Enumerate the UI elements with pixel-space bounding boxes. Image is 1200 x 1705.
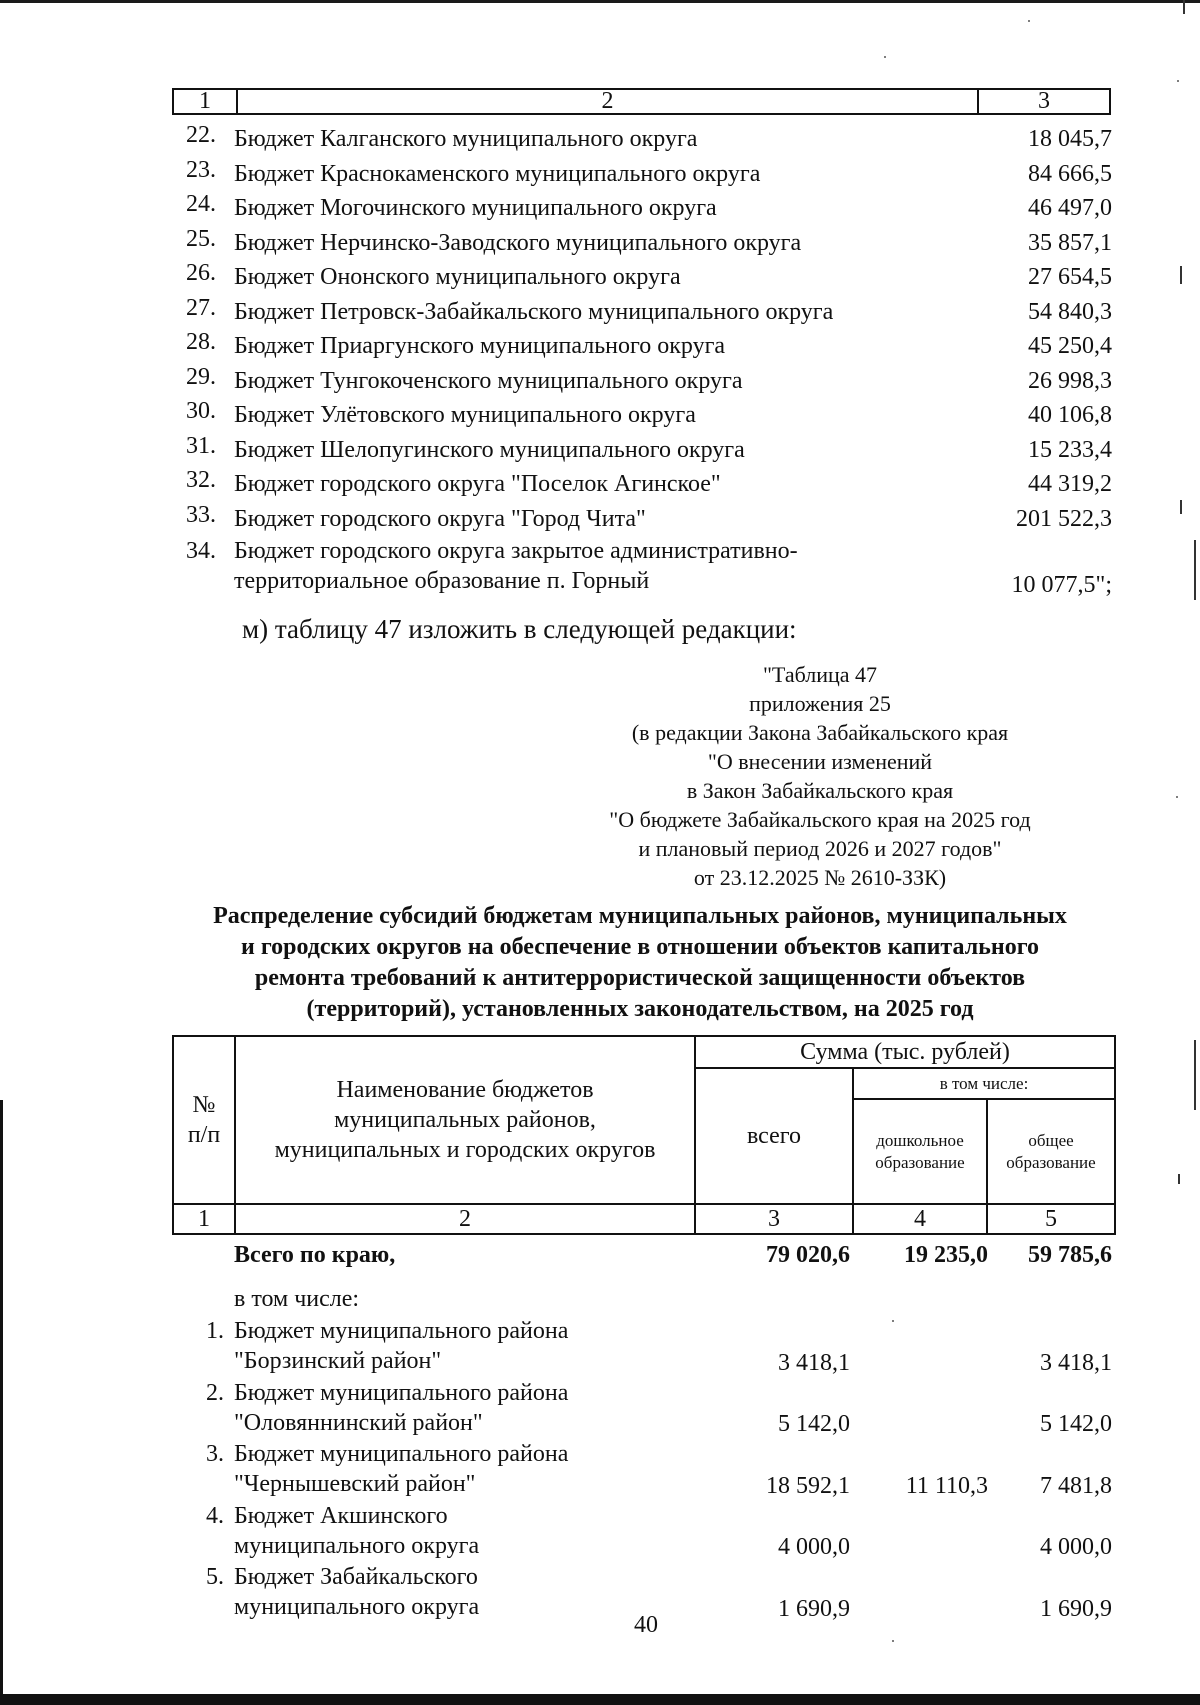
title-line: ремонта требований к антитеррористической защищенности объектов <box>254 965 1026 991</box>
amount-general: 4 000,0 <box>1040 1534 1112 1560</box>
header-including: в том числе: <box>939 1073 1029 1093</box>
row-number: 22. <box>186 122 216 148</box>
document-title <box>160 901 1120 1025</box>
caption-line: (в редакции Закона Забайкальского края <box>631 720 1009 745</box>
budget-name: Бюджет городского округа "Город Чита" <box>234 505 646 532</box>
budget-name <box>234 1378 701 1440</box>
amount: 84 666,5 <box>1028 160 1112 187</box>
amount: 27 654,5 <box>1028 264 1112 290</box>
budget-name-line2: муниципального округа <box>234 1594 480 1620</box>
budget-name: Бюджет Тунгокоченского муниципального округа <box>234 367 743 394</box>
title-line: и городских округов на обеспечение в отношении объектов капитального <box>241 934 1039 960</box>
row-number: 1. <box>206 1318 224 1344</box>
row-number: 23. <box>186 156 216 183</box>
row-number: 3. <box>206 1441 224 1467</box>
amount-general: 7 481,8 <box>1040 1472 1112 1499</box>
amount-total: 4 000,0 <box>778 1534 850 1560</box>
header-general-line2: образование <box>1006 1152 1096 1172</box>
amount-preschool: 11 110,3 <box>905 1472 988 1499</box>
amount: 201 522,3 <box>1016 505 1112 532</box>
header-name-line3: муниципальных и городских округов <box>274 1137 656 1163</box>
header-name-line1: Наименование бюджетов <box>336 1077 594 1103</box>
row-number: 30. <box>186 398 216 424</box>
row-number: 31. <box>186 432 216 459</box>
including-label: в том числе: <box>234 1286 360 1312</box>
header-general <box>988 1100 1114 1203</box>
scan-speck <box>1177 80 1179 82</box>
header-total: всего <box>746 1122 802 1149</box>
budget-name: Бюджет Калганского муниципального округа <box>234 126 698 152</box>
table-row <box>172 398 1142 433</box>
header-preschool-line2: образование <box>875 1152 965 1172</box>
budget-name: Бюджет Петровск-Забайкальского муниципального округа <box>234 298 834 325</box>
title-line: Распределение субсидий бюджетам муниципальных районов, муниципальных <box>213 903 1067 929</box>
scan-mark <box>1180 266 1182 284</box>
table-row <box>172 433 1142 468</box>
total-row <box>172 1240 1116 1284</box>
budget-name-line2: муниципального округа <box>234 1532 480 1559</box>
caption-line: "О бюджете Забайкальского края на 2025 год <box>609 807 1031 832</box>
total-label: Всего по краю, <box>234 1242 396 1268</box>
table-row <box>172 467 1142 502</box>
row-number: 2. <box>206 1379 224 1406</box>
budget-name-line1: Бюджет муниципального района <box>234 1379 569 1406</box>
budget-name-line1: Бюджет Забайкальского <box>234 1564 478 1590</box>
scan-speck <box>884 56 886 58</box>
row-number: 24. <box>186 191 216 217</box>
table-row <box>172 536 1142 600</box>
caption-line: в Закон Забайкальского края <box>686 778 954 803</box>
table-row <box>172 1439 1116 1501</box>
table-row <box>172 1501 1116 1563</box>
total-preschool: 19 235,0 <box>904 1242 988 1268</box>
amount: 54 840,3 <box>1028 298 1112 325</box>
budget-name: Бюджет Могочинского муниципального округа <box>234 195 717 221</box>
budget-name: Бюджет Приаргунского муниципального округа <box>234 333 726 359</box>
table2-header <box>172 1035 1116 1205</box>
amount: 10 077,5"; <box>1011 572 1112 598</box>
amount-general: 5 142,0 <box>1040 1411 1112 1437</box>
scan-mark <box>1178 1174 1180 1184</box>
amount: 26 998,3 <box>1028 367 1112 394</box>
col-number: 1 <box>174 1205 236 1233</box>
table2-body <box>172 1240 1116 1624</box>
amount-general: 3 418,1 <box>1040 1349 1112 1376</box>
header-preschool-line1: дошкольное <box>876 1130 964 1150</box>
header-number-line2: п/п <box>187 1122 221 1148</box>
budget-name: Бюджет Шелопугинского муниципального округа <box>234 436 745 463</box>
amendment-instruction: м) таблицу 47 изложить в следующей редакции: <box>242 614 797 644</box>
budget-name-line2: "Оловяннинский район" <box>234 1409 483 1436</box>
scan-mark <box>1194 1040 1196 1110</box>
header-number-line1: № <box>192 1092 216 1118</box>
amount-total: 1 690,9 <box>778 1595 850 1622</box>
table-row <box>172 1316 1116 1378</box>
amount-total: 18 592,1 <box>766 1472 850 1499</box>
table-row <box>172 157 1142 192</box>
row-number: 4. <box>206 1502 224 1529</box>
table-row <box>172 260 1142 295</box>
title-line: (территорий), установленных законодательством, на 2025 год <box>306 996 974 1022</box>
amount-total: 5 142,0 <box>778 1411 850 1437</box>
header-sum: Сумма (тыс. рублей) <box>800 1038 1010 1065</box>
table-row <box>172 295 1142 330</box>
scan-mark <box>1194 540 1196 600</box>
amount: 40 106,8 <box>1028 402 1112 428</box>
budget-name <box>234 1501 701 1563</box>
scan-mark <box>1180 500 1182 514</box>
scan-edge-bottom <box>0 1694 1200 1705</box>
caption-line: "Таблица 47 <box>762 662 878 687</box>
row-number: 33. <box>186 501 216 528</box>
scan-mark <box>1183 0 1185 14</box>
budget-name-line2: "Чернышевский район" <box>234 1471 476 1497</box>
budget-name: Бюджет Ононского муниципального округа <box>234 264 681 290</box>
total-amount: 79 020,6 <box>766 1242 850 1268</box>
header-preschool <box>854 1100 986 1203</box>
amount-general: 1 690,9 <box>1040 1595 1112 1622</box>
budget-name <box>234 1439 701 1501</box>
budget-name: Бюджет Нерчинско-Заводского муниципального округа <box>234 229 802 256</box>
caption-line: "О внесении изменений <box>707 749 933 774</box>
table1-header-row <box>172 88 1111 115</box>
row-number: 34. <box>186 538 216 564</box>
col-number: 5 <box>1045 1205 1057 1232</box>
scan-edge-left <box>0 1100 3 1700</box>
scan-speck <box>1028 20 1030 22</box>
budget-name: Бюджет Краснокаменского муниципального округа <box>234 160 761 187</box>
amount: 45 250,4 <box>1028 333 1112 359</box>
budget-name <box>234 1316 701 1378</box>
budget-name: Бюджет городского округа "Поселок Агинское" <box>234 471 721 497</box>
budget-name-line2: "Борзинский район" <box>234 1348 442 1374</box>
header-general-line1: общее <box>1028 1130 1074 1150</box>
table1-header-col3: 3 <box>1038 88 1050 114</box>
amount: 35 857,1 <box>1028 229 1112 256</box>
budget-name-line2: территориальное образование п. Горный <box>234 568 650 594</box>
row-number: 26. <box>186 260 216 286</box>
row-number: 32. <box>186 467 216 493</box>
col-number: 2 <box>236 1205 696 1233</box>
table-row <box>172 191 1142 226</box>
table-row <box>172 502 1142 537</box>
budget-name-line1: Бюджет городского округа закрытое административно- <box>234 538 798 564</box>
amount: 15 233,4 <box>1028 436 1112 463</box>
table-caption <box>560 660 1080 892</box>
scan-speck <box>1176 796 1178 798</box>
scan-edge-top <box>0 0 1200 3</box>
table-row <box>172 226 1142 261</box>
including-row <box>172 1284 1116 1316</box>
table1-header-col1: 1 <box>174 90 238 113</box>
budget-name-line1: Бюджет муниципального района <box>234 1318 569 1344</box>
table-row <box>172 122 1142 157</box>
caption-line: приложения 25 <box>749 691 891 716</box>
scan-speck <box>892 1640 894 1642</box>
table1-body <box>172 122 1142 600</box>
table-row <box>172 1378 1116 1440</box>
table2-column-numbers <box>172 1203 1116 1235</box>
budget-name-line1: Бюджет муниципального района <box>234 1441 569 1467</box>
col-number: 3 <box>696 1205 854 1233</box>
budget-name-line1: Бюджет Акшинского <box>234 1502 448 1529</box>
row-number: 5. <box>206 1564 224 1590</box>
budget-name <box>234 536 974 600</box>
caption-line: от 23.12.2025 № 2610-ЗЗК) <box>693 865 947 890</box>
header-name-line2: муниципальных районов, <box>334 1107 596 1133</box>
row-number: 27. <box>186 294 216 321</box>
total-general: 59 785,6 <box>1028 1242 1112 1268</box>
caption-line: и плановый период 2026 и 2027 годов" <box>638 836 1002 861</box>
amount: 44 319,2 <box>1028 471 1112 497</box>
budget-name: Бюджет Улётовского муниципального округа <box>234 402 696 428</box>
amount-total: 3 418,1 <box>778 1349 850 1376</box>
row-number: 25. <box>186 225 216 252</box>
col-number: 4 <box>854 1205 988 1233</box>
table-row <box>172 329 1142 364</box>
row-number: 28. <box>186 329 216 355</box>
header-budget-name <box>236 1037 694 1203</box>
table-row <box>172 364 1142 399</box>
row-number: 29. <box>186 363 216 390</box>
table1-header-col2: 2 <box>238 90 979 113</box>
amount: 18 045,7 <box>1028 126 1112 152</box>
amount: 46 497,0 <box>1028 195 1112 221</box>
page-number: 40 <box>634 1612 658 1638</box>
header-number <box>174 1037 234 1203</box>
